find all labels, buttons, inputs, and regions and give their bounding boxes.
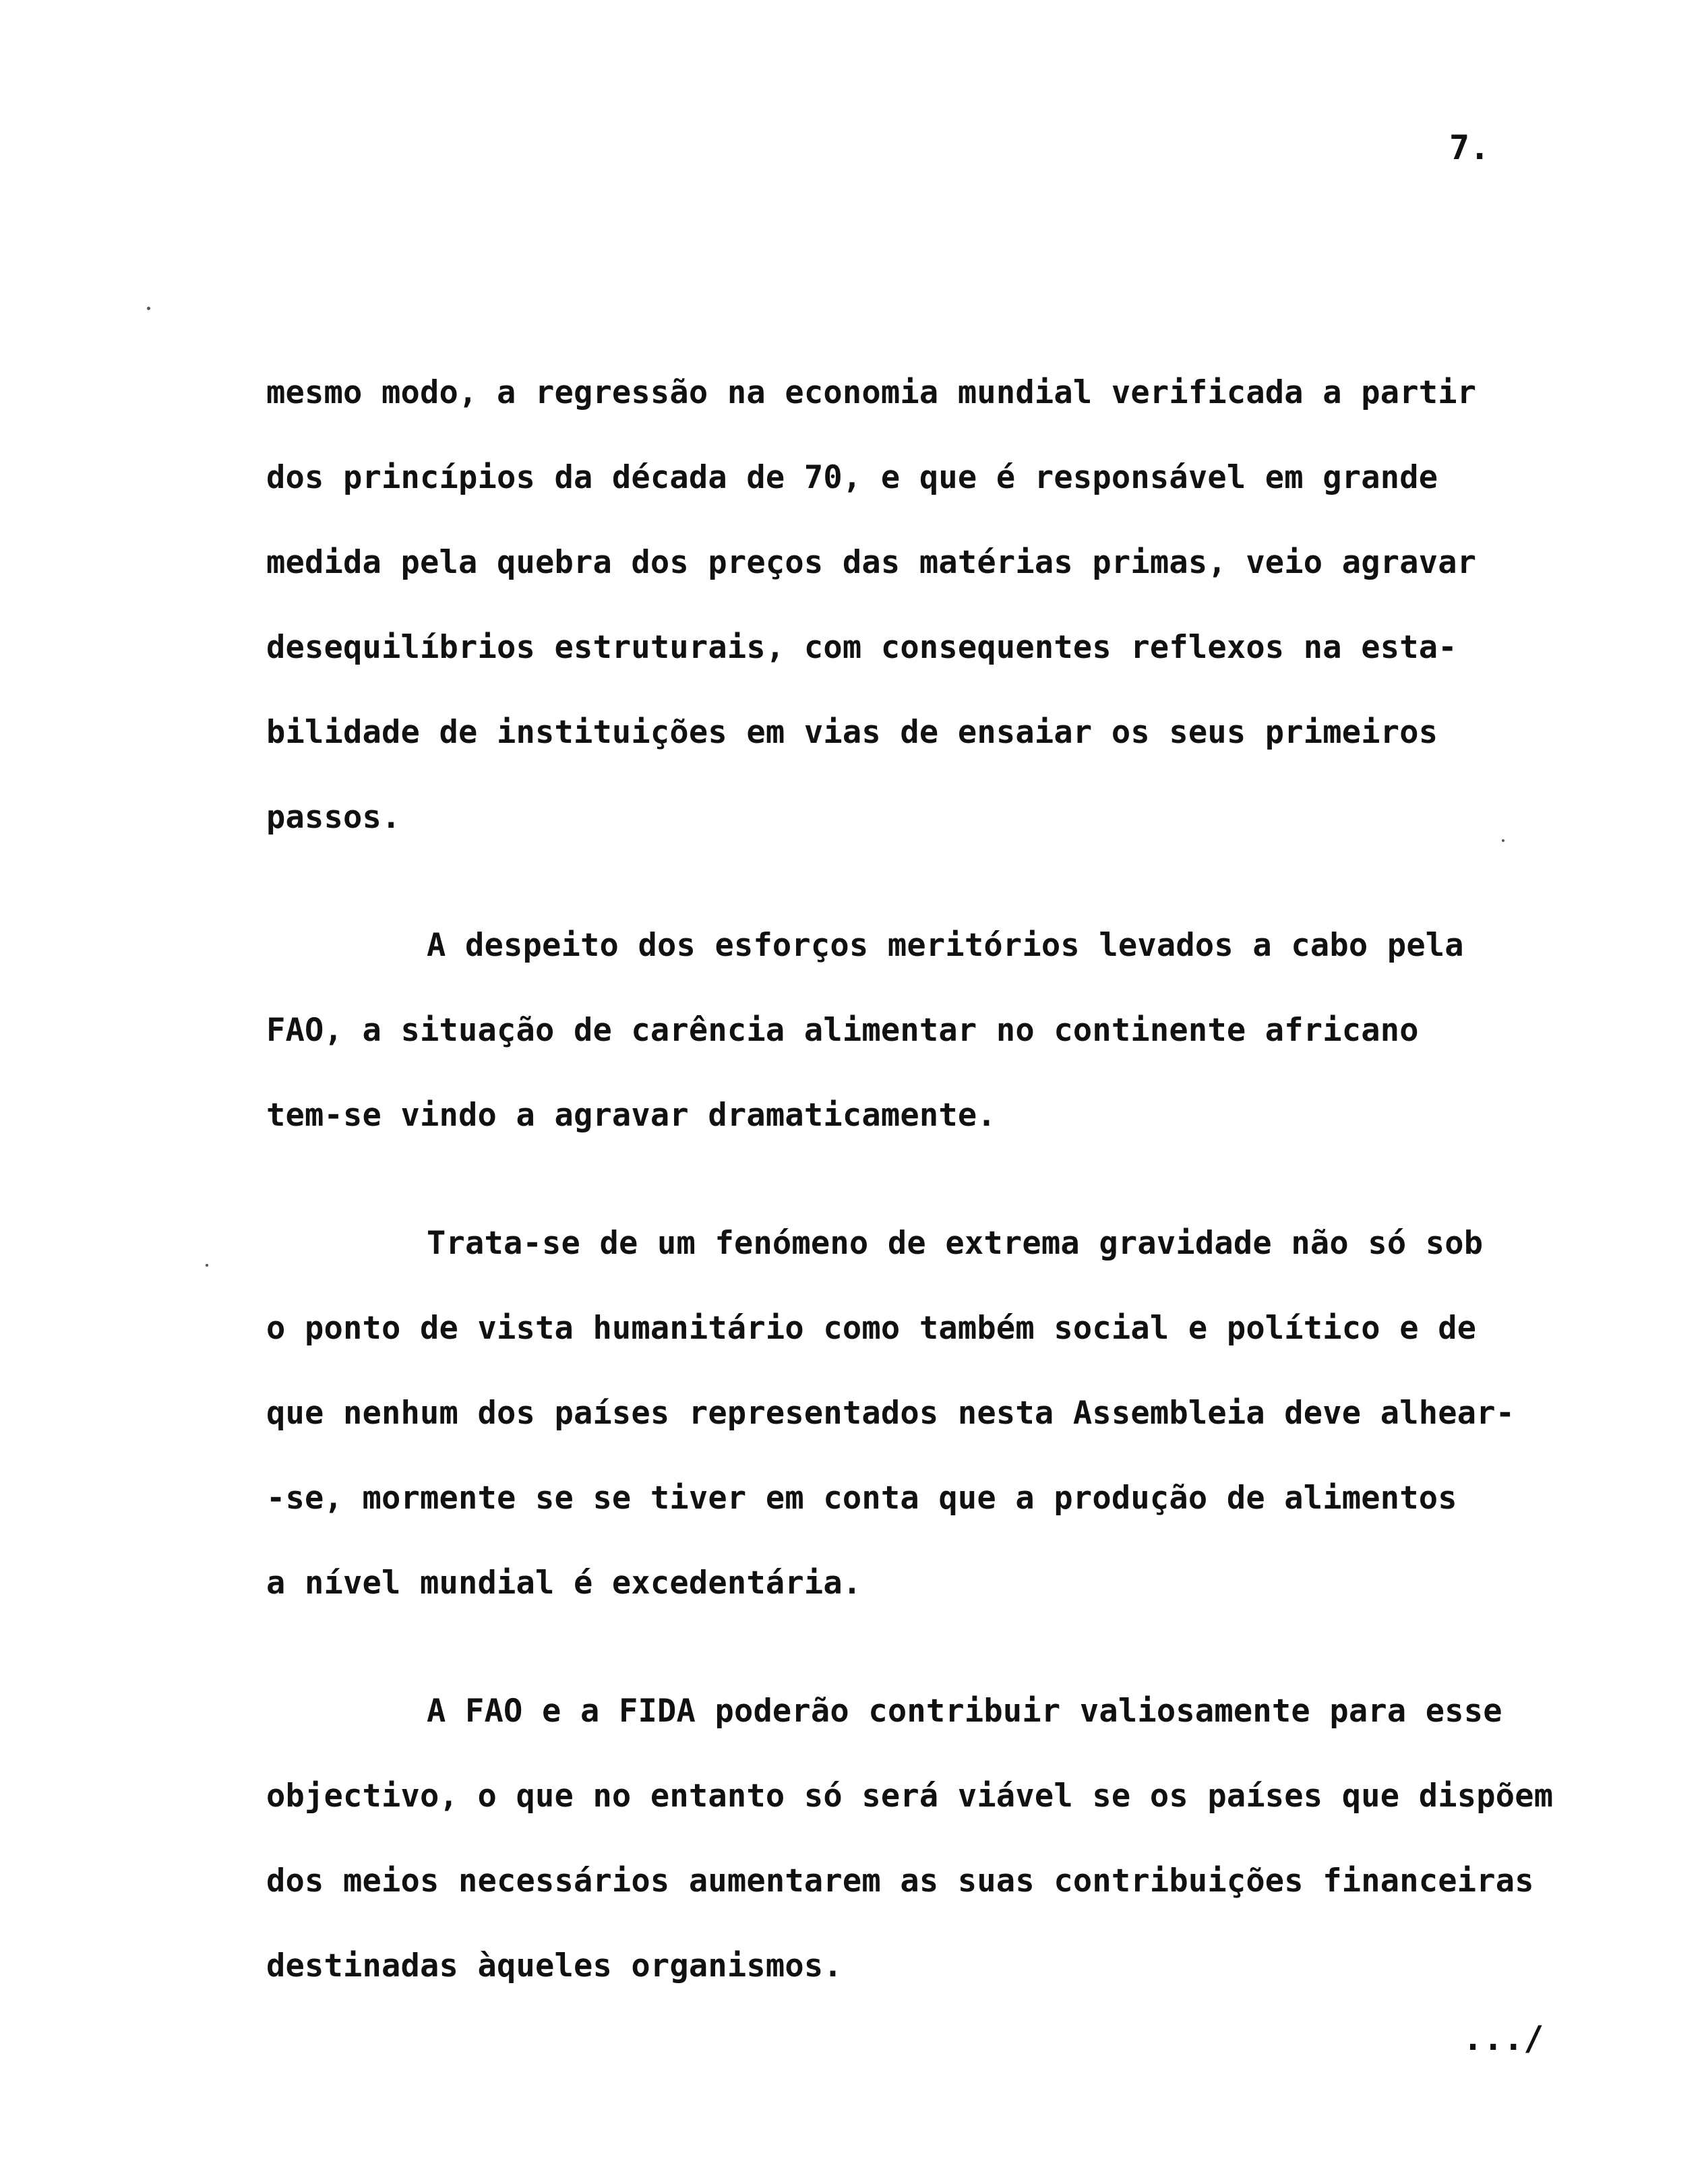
- paragraph-2: [266, 903, 1621, 1158]
- paragraph-line: -se, mormente se se tiver em conta que a produção de alimentos: [266, 1480, 1457, 1517]
- scan-speck: [206, 1264, 208, 1267]
- paragraph-line: dos meios necessários aumentarem as suas contribuições financeiras: [266, 1862, 1534, 1900]
- paragraph-line: A despeito dos esforços meritórios levados a cabo pela: [427, 927, 1464, 964]
- paragraph-line: A FAO e a FIDA poderão contribuir valiosamente para esse: [427, 1693, 1502, 1730]
- paragraph-line: desequilíbrios estruturais, com consequentes reflexos na esta-: [266, 629, 1457, 666]
- paragraph-line: medida pela quebra dos preços das matérias primas, veio agravar: [266, 544, 1477, 581]
- paragraph-3: [266, 1201, 1621, 1626]
- paragraph-line: bilidade de instituições em vias de ensaiar os seus primeiros: [266, 714, 1438, 751]
- continuation-mark: .../: [1463, 2019, 1544, 2058]
- paragraph-line: FAO, a situação de carência alimentar no continente africano: [266, 1012, 1419, 1049]
- paragraph-line: passos.: [266, 799, 401, 836]
- paragraph-line: que nenhum dos países representados nesta Assembleia deve alhear-: [266, 1395, 1515, 1432]
- scan-speck: [1502, 839, 1504, 842]
- paragraph-line: a nível mundial é excedentária.: [266, 1565, 862, 1602]
- paragraph-line: dos princípios da década de 70, e que é responsável em grande: [266, 459, 1438, 496]
- paragraph-line: mesmo modo, a regressão na economia mundial verificada a partir: [266, 374, 1477, 411]
- paragraph-line: destinadas àqueles organismos.: [266, 1947, 843, 1984]
- page-number: 7.: [1449, 128, 1490, 167]
- paragraph-line: objectivo, o que no entanto só será viável se os países que dispõem: [266, 1778, 1554, 1815]
- paragraph-line: tem-se vindo a agravar dramaticamente.: [266, 1097, 996, 1134]
- body-text: [266, 351, 1621, 2009]
- paragraph-line: Trata-se de um fenómeno de extrema gravidade não só sob: [427, 1225, 1484, 1262]
- paragraph-1: [266, 351, 1621, 860]
- paragraph-4: [266, 1669, 1621, 2009]
- paragraph-line: o ponto de vista humanitário como também social e político e de: [266, 1310, 1477, 1347]
- scan-speck: [147, 307, 150, 310]
